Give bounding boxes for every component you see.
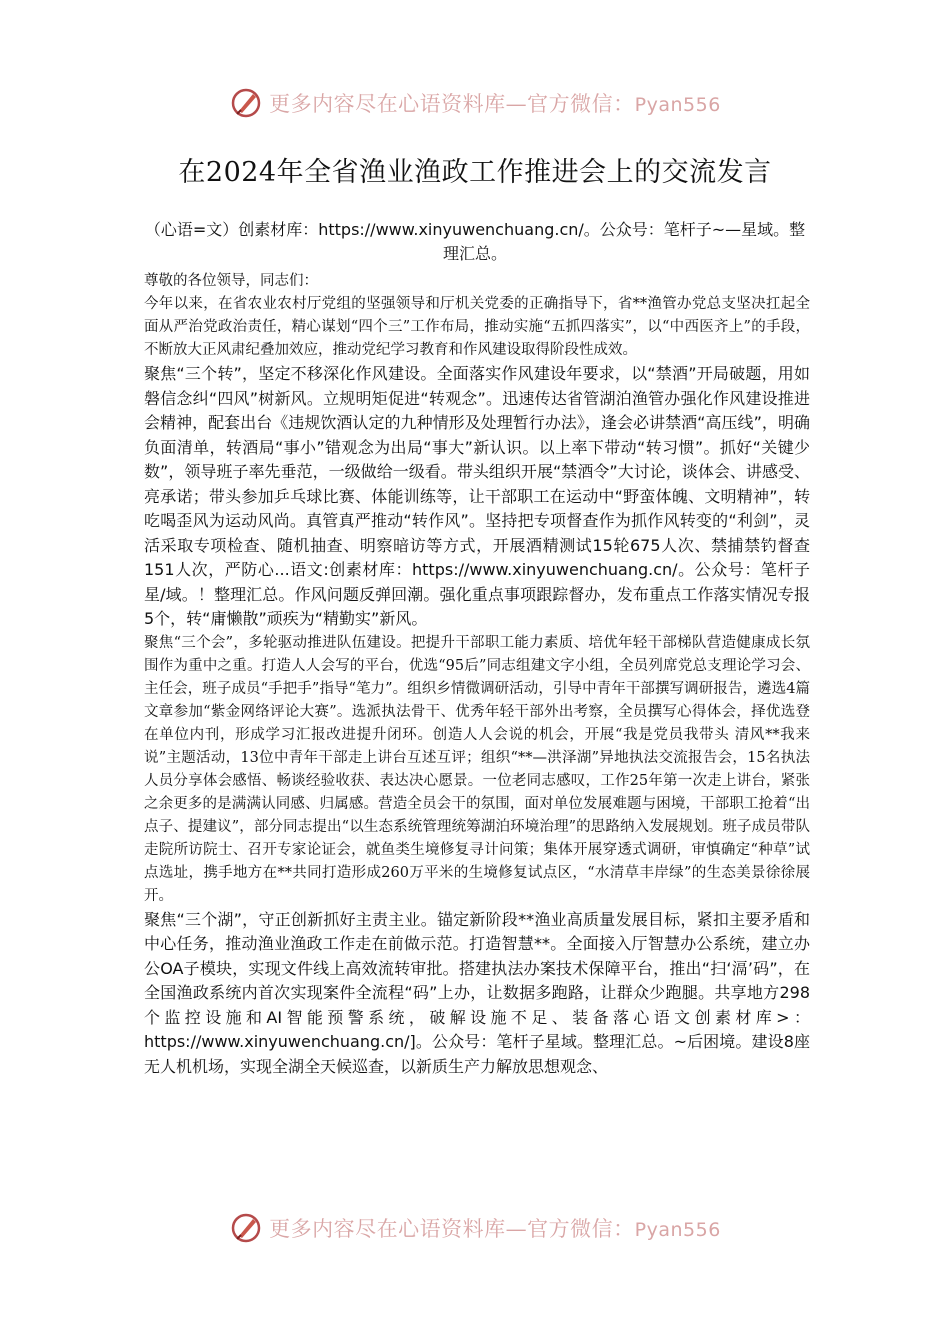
pen-logo-icon xyxy=(229,1211,263,1245)
salutation: 尊敬的各位领导，同志们： xyxy=(144,273,318,289)
section-1-paragraph: 聚焦“三个转”，坚定不移深化作风建设。全面落实作风建设年要求，以“禁酒”开局破题，用如磐信念纠“四风”树新风。立规明矩促进“转观念”。迅速传达省管湖泊渔管办强化作风建设推进会精神，配套出台《违规饮酒认定的九种情形及处理暂行办法》，逢会必讲禁酒“高压线”，明确负面清单，转酒局“事小”错观念为出局“事大”新认识。以上率下带动“转习惯”。抓好“关键少数”，领导班子率先垂范，一级做给一级看。带头组织开展“禁酒令”大讨论，谈体会、讲感受、亮承诺；带头参加乒乓球比赛、体能训练等，让干部职工在运动中“野蛮体魄、文明精神”，转吃喝歪风为运动风尚。真管真严推动“转作风”。坚持把专项督查作为抓作风转变的“利剑”，灵活采取专项检查、随机抽查、明察暗访等方式，开展酒精测试15轮675人次、禁捕禁钓督查151人次，严防心...语文:创素材库：https://www.xinyuwenchuang.cn/。公众号：笔杆子星/域。！整理汇总。作风问题反弹回潮。强化重点事项跟踪督办，发布重点工作落实情况专报5个，转“庸懒散”顽疾为“精勤实”新风。 xyxy=(144,364,810,628)
section-3-paragraph: 聚焦“三个湖”，守正创新抓好主责主业。锚定新阶段**渔业高质量发展目标，紧扣主要矛盾和中心任务，推动渔业渔政工作走在前做示范。打造智慧**。全面接入厅智慧办公系统，建立办公OA子模块，实现文件线上高效流转审批。搭建执法办案技术保障平台，推出“扫‘滆’码”，在全国渔政系统内首次实现案件全流程“码”上办，让数据多跑路，让群众少跑腿。共享地方298个监控设施和AI智能预警系统，破解设施不足、装备落心语文创素材库>：https://www.xinyuwenchuang.cn/]。公众号：笔杆子星域。整理汇总。~后困境。建设8座无人机机场，实现全湖全天候巡查，以新质生产力解放思想观念、 xyxy=(144,909,810,1076)
intro-paragraph: 今年以来，在省农业农村厅党组的坚强领导和厅机关党委的正确指导下，省**渔管办党总支坚决扛起全面从严治党政治责任，精心谋划“四个三”工作布局，推动实施“五抓四落实”，以“中西医齐上”的手段，不断放大正风肃纪叠加效应，推动党纪学习教育和作风建设取得阶段性成效。 xyxy=(144,296,810,358)
header-watermark-banner xyxy=(0,83,950,123)
watermark-text: 更多内容尽在心语资料库—官方微信：Pyan556 xyxy=(269,92,721,116)
watermark-text: 更多内容尽在心语资料库—官方微信：Pyan556 xyxy=(269,1217,721,1241)
document-title: 在2024年全省渔业渔政工作推进会上的交流发言 xyxy=(178,157,772,188)
footer-watermark-banner xyxy=(0,1208,950,1248)
watermark-handle: Pyan556 xyxy=(634,94,721,116)
document-byline: （心语=文）创素材库：https://www.xinyuwenchuang.cn/。公众号：笔杆子~—星域。整理汇总。 xyxy=(144,220,806,263)
watermark-handle: Pyan556 xyxy=(634,1219,721,1241)
pen-logo-icon xyxy=(229,86,263,120)
section-2-paragraph: 聚焦“三个会”，多轮驱动推进队伍建设。把提升干部职工能力素质、培优年轻干部梯队营造健康成长氛围作为重中之重。打造人人会写的平台，优选“95后”同志组建文字小组，全员列席党总支理论学习会、主任会，班子成员“手把手”指导“笔力”。组织乡情微调研活动，引导中青年干部撰写调研报告，遴选4篇文章参加“紫金网络评论大赛”。选派执法骨干、优秀年轻干部外出考察，全员撰写心得体会，择优选登在单位内刊，形成学习汇报改进提升闭环。创造人人会说的机会，开展“我是党员我带头 清风**我来说”主题活动，13位中青年干部走上讲台互述互评；组织“**—洪泽湖”异地执法交流报告会，15名执法人员分享体会感悟、畅谈经验收获、表达决心愿景。一位老同志感叹，工作25年第一次走上讲台，紧张之余更多的是满满认同感、归属感。营造全员会干的氛围，面对单位发展难题与困境，干部职工抢着“出点子、提建议”，部分同志提出“以生态系统管理统筹湖泊环境治理”的思路纳入发展规划。班子成员带队走院所访院士、召开专家论证会，就鱼类生境修复寻计问策；集体开展穿透式调研，审慎确定“种草”试点选址，携手地方在**共同打造形成260万平米的生境修复试点区，“水清草丰岸绿”的生态美景徐徐展开。 xyxy=(144,634,810,904)
document-body xyxy=(144,270,810,1079)
